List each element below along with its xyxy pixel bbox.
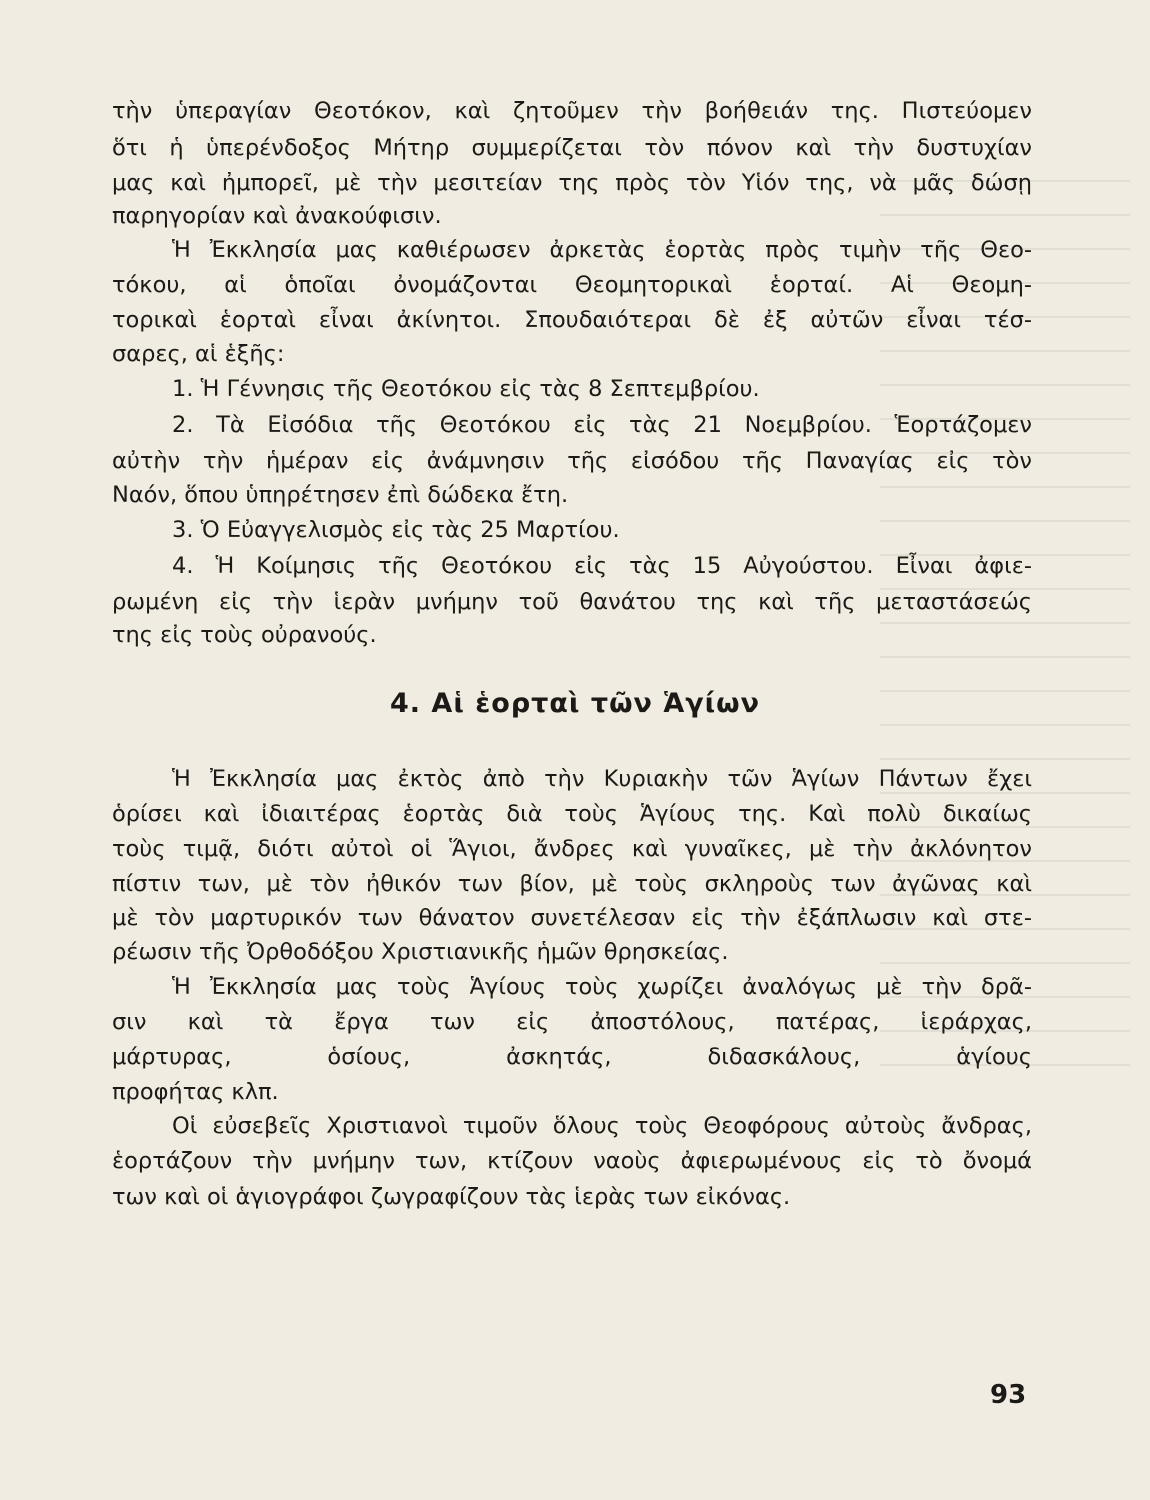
text-line: σαρες, αἱ ἑξῆς:: [112, 341, 285, 367]
text-line: τόκου, αἱ ὁποῖαι ὀνομάζονται Θεομητορικαὶ ἑορταί. Αἱ Θεομη-: [112, 272, 1032, 298]
text-line: Ἡ Ἐκκλησία μας ἐκτὸς ἀπὸ τὴν Κυριακὴν τῶν Ἁγίων Πάντων ἔχει: [172, 766, 1032, 792]
list-item: 4. Ἡ Κοίμησις τῆς Θεοτόκου εἰς τὰς 15 Αὐγούστου. Εἶναι ἀφιε-: [172, 553, 1032, 579]
text-line: παρηγορίαν καὶ ἀνακούφισιν.: [112, 203, 442, 229]
text-line: Οἱ εὐσεβεῖς Χριστιανοὶ τιμοῦν ὅλους τοὺς Θεοφόρους αὐτοὺς ἄνδρας,: [172, 1113, 1032, 1139]
text-line: αὐτὴν τὴν ἡμέραν εἰς ἀνάμνησιν τῆς εἰσόδου τῆς Παναγίας εἰς τὸν: [112, 448, 1032, 474]
text-line: Ἡ Ἐκκλησία μας καθιέρωσεν ἀρκετὰς ἑορτὰς πρὸς τιμὴν τῆς Θεο-: [172, 237, 1032, 263]
text-line: τορικαὶ ἑορταὶ εἶναι ἀκίνητοι. Σπουδαιότεραι δὲ ἐξ αὐτῶν εἶναι τέσ-: [112, 307, 1032, 333]
list-item: 3. Ὁ Εὐαγγελισμὸς εἰς τὰς 25 Μαρτίου.: [172, 517, 620, 543]
text-line: πίστιν των, μὲ τὸν ἠθικόν των βίον, μὲ τοὺς σκληροὺς των ἀγῶνας καὶ: [112, 871, 1032, 897]
text-line: της εἰς τοὺς οὐρανούς.: [112, 622, 377, 648]
text-line: ὁρίσει καὶ ἰδιαιτέρας ἑορτὰς διὰ τοὺς Ἁγίους της. Καὶ πολὺ δικαίως: [112, 801, 1032, 827]
list-item: 2. Τὰ Εἰσόδια τῆς Θεοτόκου εἰς τὰς 21 Νοεμβρίου. Ἑορτάζομεν: [172, 412, 1032, 438]
text-line: σιν καὶ τὰ ἔργα των εἰς ἀποστόλους, πατέρας, ἱεράρχας,: [112, 1009, 1032, 1035]
text-line: ὅτι ἡ ὑπερένδοξος Μήτηρ συμμερίζεται τὸν πόνον καὶ τὴν δυστυχίαν: [112, 135, 1032, 161]
page-number: 93: [990, 1380, 1027, 1410]
text-line: μάρτυρας, ὁσίους, ἀσκητάς, διδασκάλους, ἁγίους: [112, 1044, 1032, 1070]
text-line: Ναόν, ὅπου ὑπηρέτησεν ἐπὶ δώδεκα ἔτη.: [112, 482, 569, 508]
text-line: τοὺς τιμᾷ, διότι αὐτοὶ οἱ Ἅγιοι, ἄνδρες καὶ γυναῖκες, μὲ τὴν ἀκλόνητον: [112, 836, 1032, 862]
text-line: ἑορτάζουν τὴν μνήμην των, κτίζουν ναοὺς ἀφιερωμένους εἰς τὸ ὄνομά: [112, 1148, 1032, 1174]
text-line: ρέωσιν τῆς Ὀρθοδόξου Χριστιανικῆς ἡμῶν θρησκείας.: [112, 939, 729, 965]
text-line: μὲ τὸν μαρτυρικόν των θάνατον συνετέλεσαν εἰς τὴν ἐξάπλωσιν καὶ στε-: [112, 905, 1032, 931]
text-line: Ἡ Ἐκκλησία μας τοὺς Ἁγίους τοὺς χωρίζει ἀναλόγως μὲ τὴν δρᾶ-: [172, 974, 1032, 1000]
text-line: ρωμένη εἰς τὴν ἱερὰν μνήμην τοῦ θανάτου της καὶ τῆς μεταστάσεώς: [112, 589, 1032, 615]
section-heading: 4. Αἱ ἑορταὶ τῶν Ἁγίων: [389, 688, 761, 719]
text-line: μας καὶ ἠμπορεῖ, μὲ τὴν μεσιτείαν της πρὸς τὸν Υἱόν της, νὰ μᾶς δώσῃ: [112, 170, 1032, 196]
text-line: προφήτας κλπ.: [112, 1079, 279, 1105]
text-line: τὴν ὑπεραγίαν Θεοτόκον, καὶ ζητοῦμεν τὴν βοήθειάν της. Πιστεύομεν: [112, 98, 1032, 124]
text-line: των καὶ οἱ ἁγιογράφοι ζωγραφίζουν τὰς ἱερὰς των εἰκόνας.: [112, 1184, 791, 1210]
list-item: 1. Ἡ Γέννησις τῆς Θεοτόκου εἰς τὰς 8 Σεπτεμβρίου.: [172, 376, 760, 402]
